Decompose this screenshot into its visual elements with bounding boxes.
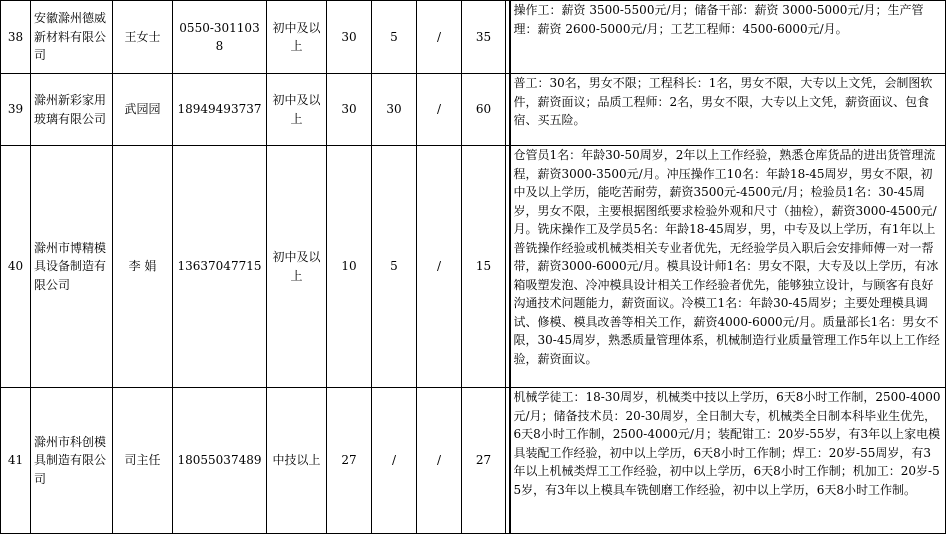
headcount-c: / (417, 388, 462, 534)
phone-number: 0550-3011038 (173, 1, 267, 74)
company-name: 滁州市博精模具设备制造有限公司 (31, 146, 113, 388)
education-requirement: 初中及以上 (267, 74, 327, 146)
headcount-b: / (372, 388, 417, 534)
headcount-b: 5 (372, 146, 417, 388)
table-row (1, 388, 946, 534)
phone-number: 18949493737 (173, 74, 267, 146)
headcount-a: 10 (327, 146, 372, 388)
education-requirement: 中技以上 (267, 388, 327, 534)
job-details: 操作工：薪资 3500-5500元/月；储备干部：薪资 3000-5000元/月；生产管理：薪资 2600-5000元/月；工艺工程师：4500-6000元/月。 (510, 1, 946, 74)
headcount-total: 15 (462, 146, 506, 388)
row-number: 38 (1, 1, 31, 74)
education-requirement: 初中及以上 (267, 146, 327, 388)
row-number: 41 (1, 388, 31, 534)
headcount-a: 30 (327, 1, 372, 74)
headcount-a: 30 (327, 74, 372, 146)
row-number: 40 (1, 146, 31, 388)
headcount-b: 5 (372, 1, 417, 74)
contact-person: 王女士 (113, 1, 173, 74)
job-details: 机械学徒工：18-30周岁，机械类中技以上学历，6天8小时工作制，2500-4000元/月；储备技术员：20-30周岁，全日制大专，机械类全日制本科毕业生优先，6天8小时工作制，2500-4000元/月；装配钳工：20岁-55岁，有3年以上家电模具装配工作经验，初中以上学历，6天8小时工作制；焊工：20岁-55周岁，有3年以上机械类焊工工作经验，初中以上学历，6天8小时工作制；机加工：20岁-55岁，有3年以上模具车铣刨磨工作经验，初中以上学历，6天8小时工作制。 (510, 388, 946, 534)
headcount-a: 27 (327, 388, 372, 534)
phone-number: 18055037489 (173, 388, 267, 534)
headcount-total: 27 (462, 388, 506, 534)
headcount-b: 30 (372, 74, 417, 146)
table-row (1, 1, 946, 74)
table-row (1, 146, 946, 388)
company-name: 滁州新彩家用玻璃有限公司 (31, 74, 113, 146)
job-details: 普工：30名，男女不限；工程科长：1名，男女不限，大专以上文凭，会制图软件，薪资面议；品质工程师：2名，男女不限，大专以上文凭，薪资面议、包食宿、买五险。 (510, 74, 946, 146)
headcount-total: 60 (462, 74, 506, 146)
contact-person: 武园园 (113, 74, 173, 146)
phone-number: 13637047715 (173, 146, 267, 388)
headcount-c: / (417, 146, 462, 388)
headcount-c: / (417, 1, 462, 74)
job-details: 仓管员1名：年龄30-50周岁，2年以上工作经验，熟悉仓库货品的进出货管理流程，薪资3000-3500元/月。冲压操作工10名：年龄18-45周岁，男女不限，初中及以上学历，能吃苦耐劳，薪资3500元-4500元/月；检验员1名：30-45周岁，男女不限，主要根据图纸要求检验外观和尺寸（抽检），薪资3000-4500元/月。铣床操作工及学员5名：年龄18-45周岁，男，中专及以上学历，有1年以上普铣操作经验或机械类相关专业者优先，无经验学员入职后会安排师傅一对一帮带，薪资3000-6000元/月。模具设计师1名：男女不限，大专及以上学历，有冰箱吸塑发泡、冷冲模具设计相关工作经验者优先，能够独立设计，与顾客有良好沟通技术问题能力，薪资面议。冷模工1名：年龄30-45周岁；主要处理模具调试、修模、模具改善等相关工作，薪资4000-6000元/月。质量部长1名：男女不限，30-45周岁，熟悉质量管理体系，机械制造行业质量管理工作5年以上工作经验，薪资面议。 (510, 146, 946, 388)
contact-person: 李 娟 (113, 146, 173, 388)
headcount-c: / (417, 74, 462, 146)
headcount-total: 35 (462, 1, 506, 74)
table-row (1, 74, 946, 146)
row-number: 39 (1, 74, 31, 146)
company-name: 滁州市科创模具制造有限公司 (31, 388, 113, 534)
company-name: 安徽滁州德威新材料有限公司 (31, 1, 113, 74)
education-requirement: 初中及以上 (267, 1, 327, 74)
contact-person: 司主任 (113, 388, 173, 534)
